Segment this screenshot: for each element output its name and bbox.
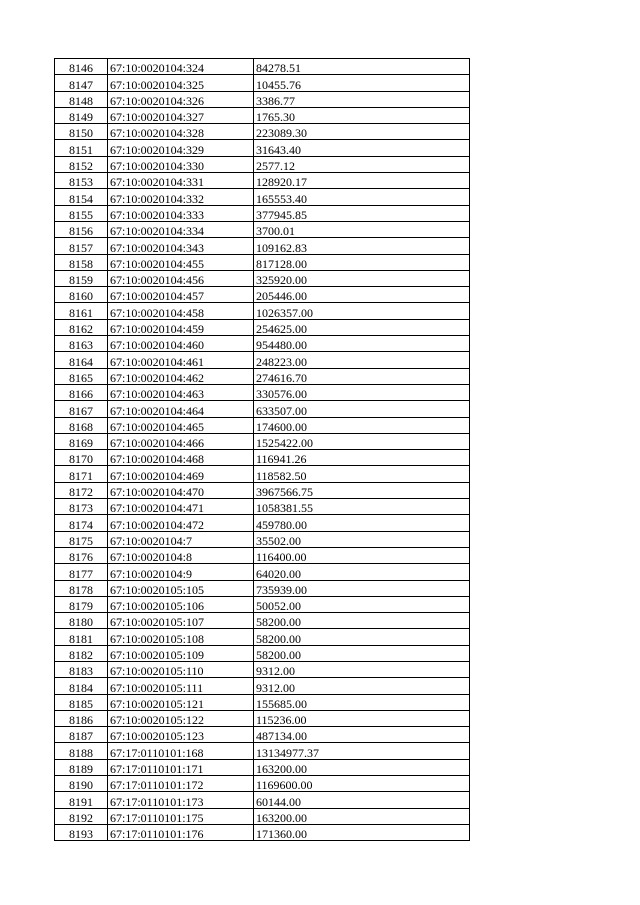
- cadastral-value: 325920.00: [254, 270, 470, 286]
- row-number: 8181: [55, 629, 108, 645]
- cadastral-number: 67:10:0020105:110: [108, 661, 254, 677]
- row-number: 8165: [55, 368, 108, 384]
- cadastral-number: 67:10:0020104:471: [108, 499, 254, 515]
- cadastral-number: 67:10:0020104:343: [108, 238, 254, 254]
- row-number: 8149: [55, 107, 108, 123]
- cadastral-value: 254625.00: [254, 319, 470, 335]
- row-number: 8161: [55, 303, 108, 319]
- table-row: [55, 352, 470, 368]
- cadastral-value: 1765.30: [254, 107, 470, 123]
- cadastral-number: 67:10:0020105:105: [108, 580, 254, 596]
- table-row: [55, 759, 470, 775]
- cadastral-value: 163200.00: [254, 759, 470, 775]
- cadastral-number: 67:10:0020104:465: [108, 417, 254, 433]
- cadastral-number: 67:10:0020104:470: [108, 482, 254, 498]
- cadastral-number: 67:10:0020104:9: [108, 564, 254, 580]
- table-row: [55, 531, 470, 547]
- cadastral-value: 174600.00: [254, 417, 470, 433]
- row-number: 8182: [55, 645, 108, 661]
- row-number: 8151: [55, 140, 108, 156]
- cadastral-value: 155685.00: [254, 694, 470, 710]
- table-row: [55, 678, 470, 694]
- table-row: [55, 417, 470, 433]
- row-number: 8164: [55, 352, 108, 368]
- cadastral-value: 3700.01: [254, 221, 470, 237]
- cadastral-value: 84278.51: [254, 59, 470, 75]
- cadastral-value: 118582.50: [254, 466, 470, 482]
- table-row: [55, 547, 470, 563]
- cadastral-value: 31643.40: [254, 140, 470, 156]
- cadastral-number: 67:10:0020104:459: [108, 319, 254, 335]
- cadastral-value: 1169600.00: [254, 776, 470, 792]
- cadastral-number: 67:10:0020104:326: [108, 91, 254, 107]
- table-row: [55, 140, 470, 156]
- row-number: 8187: [55, 727, 108, 743]
- row-number: 8186: [55, 710, 108, 726]
- row-number: 8179: [55, 596, 108, 612]
- table-row: [55, 75, 470, 91]
- cadastral-number: 67:10:0020104:328: [108, 124, 254, 140]
- cadastral-number: 67:10:0020104:466: [108, 433, 254, 449]
- cadastral-number: 67:10:0020104:458: [108, 303, 254, 319]
- cadastral-value: 60144.00: [254, 792, 470, 808]
- table-row: [55, 466, 470, 482]
- cadastral-value: 330576.00: [254, 384, 470, 400]
- row-number: 8190: [55, 776, 108, 792]
- row-number: 8155: [55, 205, 108, 221]
- row-number: 8158: [55, 254, 108, 270]
- table-row: [55, 792, 470, 808]
- cadastral-value: 9312.00: [254, 661, 470, 677]
- cadastral-number: 67:17:0110101:168: [108, 743, 254, 759]
- row-number: 8156: [55, 221, 108, 237]
- table-row: [55, 221, 470, 237]
- row-number: 8178: [55, 580, 108, 596]
- cadastral-value: 205446.00: [254, 287, 470, 303]
- cadastral-number: 67:10:0020104:324: [108, 59, 254, 75]
- row-number: 8162: [55, 319, 108, 335]
- row-number: 8160: [55, 287, 108, 303]
- cadastral-number: 67:10:0020104:329: [108, 140, 254, 156]
- table-row: [55, 433, 470, 449]
- table-row: [55, 59, 470, 75]
- table-row: [55, 710, 470, 726]
- row-number: 8189: [55, 759, 108, 775]
- cadastral-value: 58200.00: [254, 629, 470, 645]
- row-number: 8193: [55, 824, 108, 840]
- row-number: 8188: [55, 743, 108, 759]
- cadastral-number: 67:10:0020104:334: [108, 221, 254, 237]
- row-number: 8191: [55, 792, 108, 808]
- cadastral-value-table: [54, 58, 470, 841]
- cadastral-number: 67:10:0020105:123: [108, 727, 254, 743]
- row-number: 8174: [55, 515, 108, 531]
- cadastral-value: 274616.70: [254, 368, 470, 384]
- table-row: [55, 205, 470, 221]
- cadastral-number: 67:10:0020104:332: [108, 189, 254, 205]
- table-row: [55, 450, 470, 466]
- cadastral-value: 954480.00: [254, 336, 470, 352]
- row-number: 8147: [55, 75, 108, 91]
- row-number: 8183: [55, 661, 108, 677]
- cadastral-number: 67:17:0110101:171: [108, 759, 254, 775]
- cadastral-number: 67:10:0020104:7: [108, 531, 254, 547]
- cadastral-value: 633507.00: [254, 401, 470, 417]
- table-row: [55, 401, 470, 417]
- cadastral-value: 2577.12: [254, 156, 470, 172]
- cadastral-value: 487134.00: [254, 727, 470, 743]
- cadastral-value: 128920.17: [254, 173, 470, 189]
- table-row: [55, 91, 470, 107]
- cadastral-number: 67:10:0020105:122: [108, 710, 254, 726]
- cadastral-value: 10455.76: [254, 75, 470, 91]
- cadastral-value: 1525422.00: [254, 433, 470, 449]
- cadastral-number: 67:10:0020104:455: [108, 254, 254, 270]
- cadastral-value: 3386.77: [254, 91, 470, 107]
- table-row: [55, 303, 470, 319]
- table-row: [55, 564, 470, 580]
- table-row: [55, 808, 470, 824]
- table-row: [55, 368, 470, 384]
- row-number: 8153: [55, 173, 108, 189]
- table-row: [55, 515, 470, 531]
- table-row: [55, 629, 470, 645]
- row-number: 8170: [55, 450, 108, 466]
- table-row: [55, 499, 470, 515]
- cadastral-value: 1058381.55: [254, 499, 470, 515]
- table-row: [55, 189, 470, 205]
- table-row: [55, 776, 470, 792]
- row-number: 8171: [55, 466, 108, 482]
- table-row: [55, 156, 470, 172]
- row-number: 8152: [55, 156, 108, 172]
- row-number: 8176: [55, 547, 108, 563]
- table-row: [55, 580, 470, 596]
- cadastral-value: 35502.00: [254, 531, 470, 547]
- cadastral-value: 58200.00: [254, 613, 470, 629]
- cadastral-number: 67:10:0020104:468: [108, 450, 254, 466]
- cadastral-number: 67:10:0020105:108: [108, 629, 254, 645]
- cadastral-number: 67:10:0020104:472: [108, 515, 254, 531]
- row-number: 8154: [55, 189, 108, 205]
- cadastral-number: 67:10:0020104:463: [108, 384, 254, 400]
- cadastral-value: 165553.40: [254, 189, 470, 205]
- row-number: 8173: [55, 499, 108, 515]
- cadastral-value: 377945.85: [254, 205, 470, 221]
- cadastral-number: 67:10:0020104:325: [108, 75, 254, 91]
- table-row: [55, 824, 470, 840]
- cadastral-value: 58200.00: [254, 645, 470, 661]
- table-row: [55, 287, 470, 303]
- cadastral-number: 67:10:0020105:106: [108, 596, 254, 612]
- cadastral-number: 67:10:0020104:333: [108, 205, 254, 221]
- cadastral-number: 67:17:0110101:176: [108, 824, 254, 840]
- table-row: [55, 661, 470, 677]
- cadastral-value: 817128.00: [254, 254, 470, 270]
- cadastral-value: 3967566.75: [254, 482, 470, 498]
- table-row: [55, 254, 470, 270]
- cadastral-value: 13134977.37: [254, 743, 470, 759]
- cadastral-number: 67:10:0020104:462: [108, 368, 254, 384]
- row-number: 8168: [55, 417, 108, 433]
- table-row: [55, 384, 470, 400]
- cadastral-number: 67:10:0020104:464: [108, 401, 254, 417]
- cadastral-number: 67:10:0020104:456: [108, 270, 254, 286]
- cadastral-value: 459780.00: [254, 515, 470, 531]
- table-row: [55, 743, 470, 759]
- cadastral-value: 109162.83: [254, 238, 470, 254]
- table-row: [55, 173, 470, 189]
- row-number: 8185: [55, 694, 108, 710]
- cadastral-number: 67:17:0110101:175: [108, 808, 254, 824]
- cadastral-value: 1026357.00: [254, 303, 470, 319]
- table-row: [55, 694, 470, 710]
- table-row: [55, 727, 470, 743]
- cadastral-value: 50052.00: [254, 596, 470, 612]
- table-row: [55, 613, 470, 629]
- row-number: 8180: [55, 613, 108, 629]
- cadastral-number: 67:10:0020104:457: [108, 287, 254, 303]
- cadastral-number: 67:10:0020104:8: [108, 547, 254, 563]
- cadastral-number: 67:10:0020104:330: [108, 156, 254, 172]
- cadastral-value: 116941.26: [254, 450, 470, 466]
- cadastral-value: 171360.00: [254, 824, 470, 840]
- cadastral-value: 64020.00: [254, 564, 470, 580]
- table-row: [55, 596, 470, 612]
- row-number: 8166: [55, 384, 108, 400]
- table-row: [55, 107, 470, 123]
- table-row: [55, 336, 470, 352]
- row-number: 8169: [55, 433, 108, 449]
- cadastral-number: 67:10:0020105:109: [108, 645, 254, 661]
- table-row: [55, 645, 470, 661]
- table-row: [55, 238, 470, 254]
- table-row: [55, 482, 470, 498]
- cadastral-number: 67:10:0020104:327: [108, 107, 254, 123]
- table-row: [55, 124, 470, 140]
- table-row: [55, 319, 470, 335]
- cadastral-value: 163200.00: [254, 808, 470, 824]
- row-number: 8148: [55, 91, 108, 107]
- cadastral-number: 67:10:0020105:107: [108, 613, 254, 629]
- row-number: 8167: [55, 401, 108, 417]
- cadastral-value: 115236.00: [254, 710, 470, 726]
- cadastral-number: 67:10:0020104:461: [108, 352, 254, 368]
- table-body: [55, 59, 470, 841]
- row-number: 8150: [55, 124, 108, 140]
- cadastral-value: 116400.00: [254, 547, 470, 563]
- table-row: [55, 270, 470, 286]
- row-number: 8177: [55, 564, 108, 580]
- cadastral-number: 67:17:0110101:173: [108, 792, 254, 808]
- row-number: 8163: [55, 336, 108, 352]
- row-number: 8184: [55, 678, 108, 694]
- row-number: 8172: [55, 482, 108, 498]
- cadastral-number: 67:10:0020105:121: [108, 694, 254, 710]
- cadastral-number: 67:10:0020104:331: [108, 173, 254, 189]
- row-number: 8175: [55, 531, 108, 547]
- cadastral-number: 67:10:0020104:460: [108, 336, 254, 352]
- cadastral-value: 9312.00: [254, 678, 470, 694]
- cadastral-number: 67:17:0110101:172: [108, 776, 254, 792]
- row-number: 8192: [55, 808, 108, 824]
- cadastral-value: 735939.00: [254, 580, 470, 596]
- row-number: 8159: [55, 270, 108, 286]
- cadastral-value: 248223.00: [254, 352, 470, 368]
- row-number: 8146: [55, 59, 108, 75]
- cadastral-value: 223089.30: [254, 124, 470, 140]
- cadastral-number: 67:10:0020104:469: [108, 466, 254, 482]
- row-number: 8157: [55, 238, 108, 254]
- cadastral-number: 67:10:0020105:111: [108, 678, 254, 694]
